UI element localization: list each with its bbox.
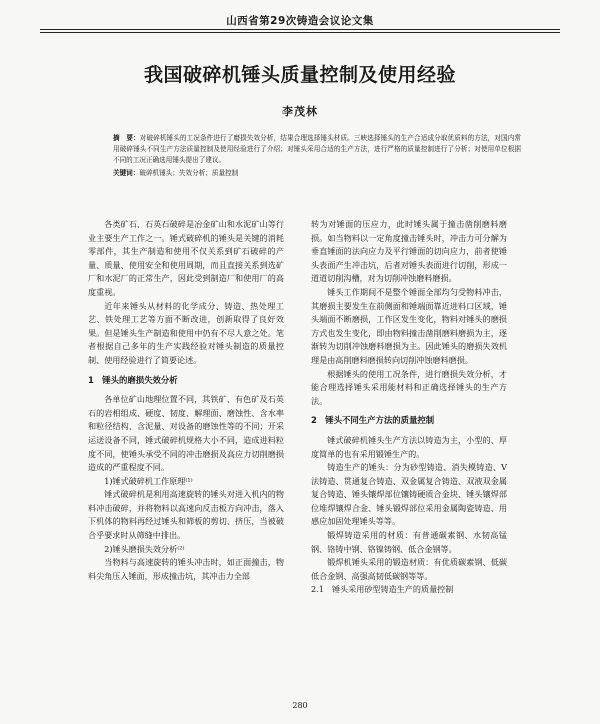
body-paragraph: 转为对锤面的压应力，此时锤头属于撞击凿削磨料磨损。如当物料以一定角度撞击锤头时，冲击力可分解为垂直锤面的法向应力及平行锤面的切向应力，前者使锤头表面产生冲击坑，后者对锤头表面进行切削，形成一道道切削沟槽，对为切削冲蚀磨料磨损。 bbox=[311, 219, 507, 284]
section-heading: 1 锤头的磨损失效分析 bbox=[88, 374, 178, 385]
intro-paragraph: 各类矿石、石英石破碎是冶金矿山和水泥矿山等行业主要生产工作之一。锤式破碎机的锤头是关键的消耗零部件，其生产制造和使用不仅关系到矿石破碎的产量、质量、使用安全和使用周期，而且直接关系到选矿厂和水泥厂的正常生产，因此受到制造厂和使用厂的高度重视。 bbox=[88, 219, 284, 297]
body-paragraph: 锻焊铸造采用的材质：有普通碳素钢、水韧高锰钢、铬铸中钢、铬镍铸钢、低合金钢等。 bbox=[311, 530, 507, 554]
intro-paragraph: 近年来锤头从材料的化学成分、铸造、热处理工艺、铁处理工艺等方面不断改进，创新取得了良好效果。但是锤头生产制造和使用中仍有不尽人意之处。笔者根据自己多年的生产实践经验对锤头制造的质量控制、使用经验进行了简要论述。 bbox=[88, 300, 284, 365]
keywords-text: 破碎机锤头；失效分析；质量控制 bbox=[139, 169, 239, 177]
body-paragraph: 铸造生产的锤头：分为砂型铸造、消失模铸造、V法铸造、贯通复合铸造、双金属复合铸造、双液双金属复合铸造、锤头镶焊部位镶铸硬质合金块、锤头镶焊部位堆焊镶焊合金、锤头锻焊部位采用金属陶瓷铸造、用感应加固处理锤头等等。 bbox=[311, 462, 507, 527]
body-paragraph: 各单位矿山地理位置不同，其铁矿、有色矿及石英石的岩相组成、硬度、韧度、解理面、磨蚀性、含水率和粒径结构、含泥量、对设备的磨蚀性等的不同；开采运送设备不同，锤式破碎机规格大小不同，造成进料粒度不同，使锤头承受不同的冲击磨损及高应力切削磨损造成的严重程度不同。 bbox=[88, 394, 284, 473]
body-paragraph: 当物料与高速旋转的锤头冲击时，如正面撞击，物料尖角压入锤面，形成撞击坑，其冲击力全部 bbox=[88, 557, 284, 581]
page-number: 280 bbox=[292, 701, 308, 710]
body-paragraph: 锤式破碎机是利用高速旋转的锤头对进入机内的物料冲击破碎，并将物料以高速向反击板方向冲击，落入下机体的物料再经过锤头和筛板的剪切、挤压，当被破合乎要求时从筛缝中排出。 bbox=[88, 489, 284, 541]
running-header: 山西省第29次铸造会议论文集 bbox=[226, 15, 374, 27]
paper-title: 我国破碎机锤头质量控制及使用经验 bbox=[143, 64, 456, 86]
keywords-label: 关键词： bbox=[113, 169, 140, 177]
body-paragraph: 锤式破碎机锤头生产方法以铸造为主，小型的、厚度简单的也有采用锻锤生产的。 bbox=[311, 434, 507, 459]
abstract-text: 对破碎机锤头的工况条件进行了磨损失效分析，结果合理选择锤头材质。三峡选择锤头的生产合适成分取优质料的方法，对国内常用破碎锤头不同生产方法质量控制及使用经验进行了介绍；对锤头采用合适的生产方法，进行严格的质量控制进行了分析；对使用单位根据不同的工况正确选用锤头提出了建议。 bbox=[113, 134, 522, 164]
left-column bbox=[88, 218, 284, 583]
section-heading: 2 锤头不同生产方法的质量控制 bbox=[311, 415, 435, 426]
abstract-label: 摘 要： bbox=[113, 134, 140, 142]
subsection-heading: 2)锤头磨损失效分析⁽²⁾ bbox=[104, 543, 185, 554]
subsection-heading: 2.1 锤头采用砂型铸造生产的质量控制 bbox=[311, 584, 454, 595]
right-column bbox=[311, 218, 507, 597]
body-paragraph: 锤头工作期间不是整个锤面全部均匀受物料冲击，其磨损主要发生在前侧面和锤端面靠近进料口区域，锤头端面不断磨损，工作区发生变化，物料对锤头的磨损方式也发生变化，即由物料撞击凿削磨料磨损为主，逐渐转为切削冲蚀磨料磨损为主。因此锤头的磨损失效机理是由高削磨料磨损转向切削冲蚀磨料磨损。 bbox=[311, 286, 507, 365]
keywords-line bbox=[113, 168, 521, 179]
paper-author: 李茂林 bbox=[282, 105, 318, 118]
subsection-heading: 1)锤式破碎机工作原理⁽¹⁾ bbox=[104, 475, 193, 486]
body-paragraph: 锻焊机锤头采用的锻造材质：有优质碳素钢、低碳低合金钢、高强高韧低碳钢等等。 bbox=[311, 557, 507, 581]
abstract-block bbox=[113, 133, 521, 179]
header-rule bbox=[40, 29, 560, 30]
body-paragraph: 根据锤头的使用工况条件，进行磨损失效分析，才能合理选择锤头采用能材料和正确选择锤头的生产方法。 bbox=[311, 368, 507, 406]
header-rule-thin bbox=[40, 32, 560, 33]
